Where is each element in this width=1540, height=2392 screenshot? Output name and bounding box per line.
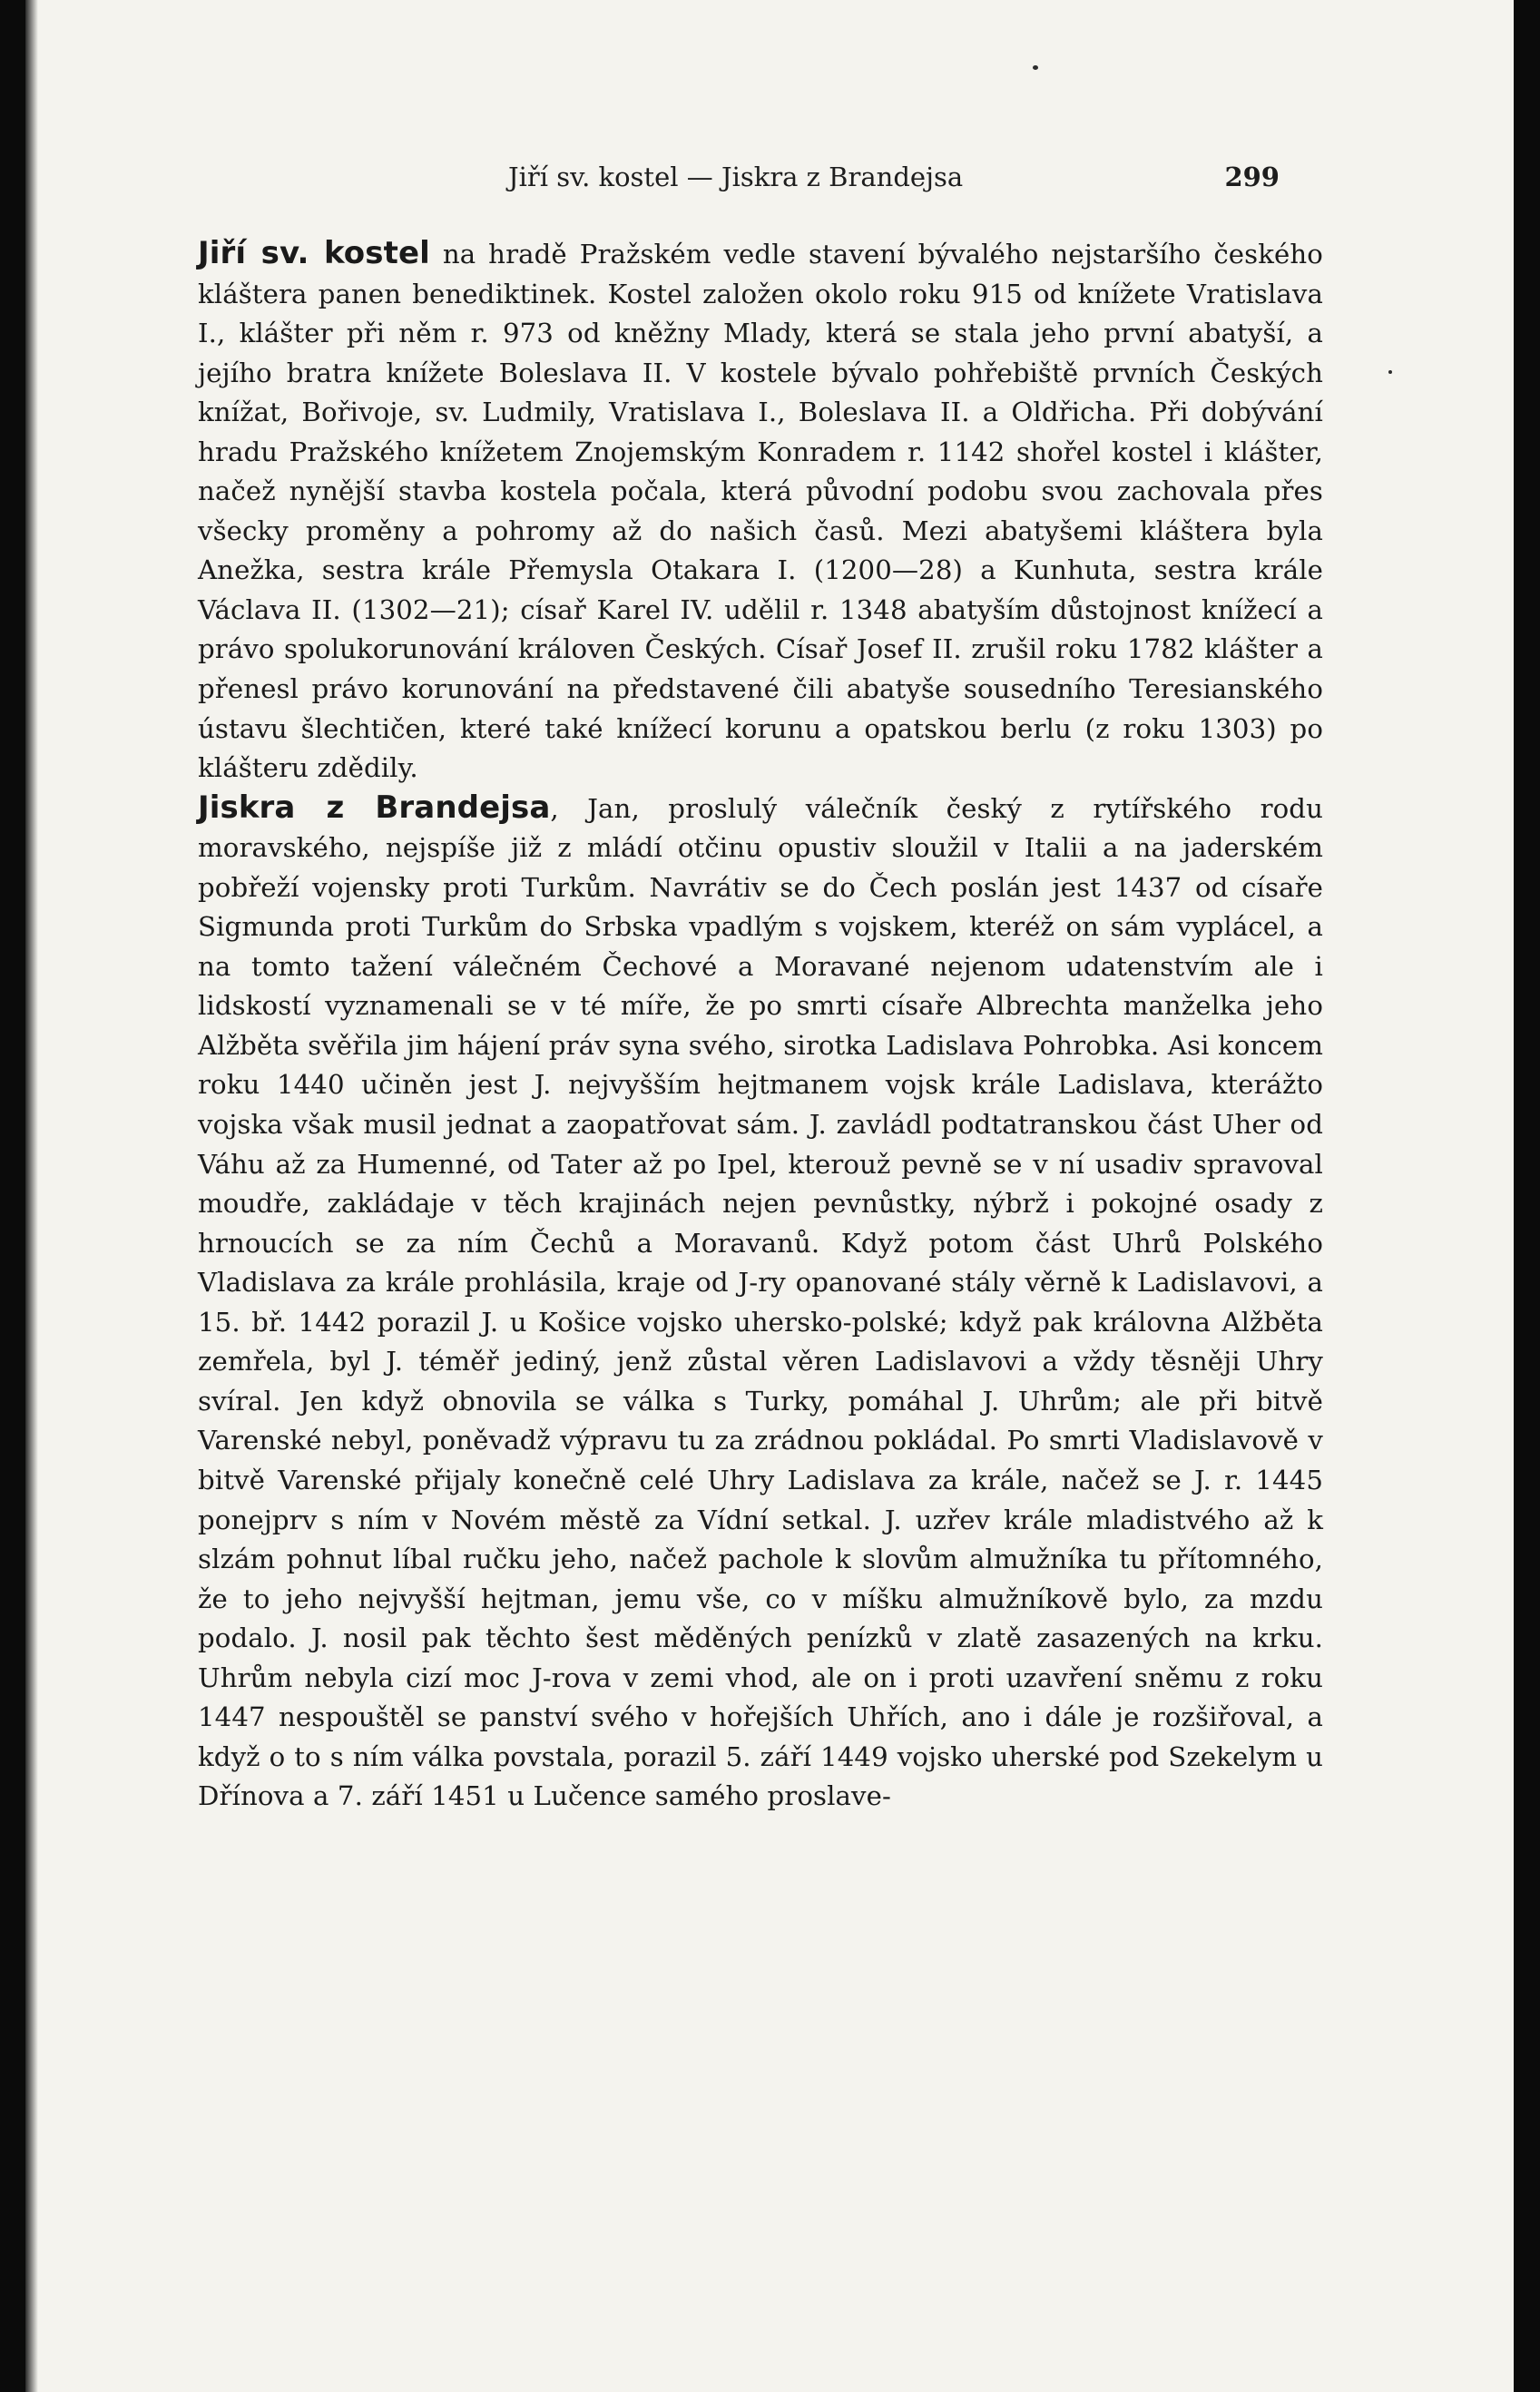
running-header [508, 162, 1280, 203]
page-gutter-shadow [25, 0, 38, 2392]
entry-body: na hradě Pražském vedle stavení bývalého nejstaršího českého kláštera panen benediktinek. Kostel založen okolo roku 915 od knížete Vratislava I., klášter při něm r. 973 od kněžny Mlady, která se stala jeho první abatyší, a jejího bratra knížete Boleslava II. V kostele bývalo pohřebiště prvních Českých knížat, Bořivoje, sv. Ludmily, Vratislava I., Boleslava II. a Oldřicha. Při dobývání hradu Pražského knížetem Znojemským Konradem r. 1142 shořel kostel i klášter, načež nynější stavba kostela počala, která původní podobu svou zachovala přes všecky proměny a pohromy až do našich časů. Mezi abatyšemi kláštera byla Anežka, sestra krále Přemysla Otakara I. (1200—28) a Kunhuta, sestra krále Václava II. (1302—21); císař Karel IV. udělil r. 1348 abatyším důstojnost knížecí a právo spolukorunování královen Českých. Císař Josef II. zrušil roku 1782 klášter a přenesl právo korunování na představené čili abatyše sousedního Teresianského ústavu šlechtičen, které také knížecí korunu a opatskou berlu (z roku 1303) po klášteru zdědily. [198, 239, 1323, 784]
entry-headword: Jiří sv. kostel [198, 235, 430, 271]
running-title: Jiří sv. kostel — Jiskra z Brandejsa [508, 162, 964, 192]
entry-body: , Jan, proslulý válečník český z rytířského rodu moravského, nejspíše již z mládí otčinu opustiv sloužil v Italii a na jaderském pobřeží vojensky proti Turkům. Navrátiv se do Čech poslán jest 1437 od císaře Sigmunda proti Turkům do Srbska vpadlým s vojskem, kteréž on sám vyplácel, a na tomto tažení válečném Čechové a Moravané nejenom udatenstvím ale i lidskostí vyznamenali se v té míře, že po smrti císaře Albrechta manželka jeho Alžběta svěřila jim hájení práv syna svého, sirotka Ladislava Pohrobka. Asi koncem roku 1440 učiněn jest J. nejvyšším hejtmanem vojsk krále Ladislava, kterážto vojska však musil jednat a zaopatřovat sám. J. zavládl podtatranskou část Uher od Váhu až za Humenné, od Tater až po Ipel, kterouž pevně se v ní usadiv spravoval moudře, zakládaje v těch krajinách nejen pevnůstky, nýbrž i pokojné osady z hrnoucích se za ním Čechů a Moravanů. Když potom část Uhrů Polského Vladislava za krále prohlásila, kraje od J-ry opanované stály věrně k Ladislavovi, a 15. bř. 1442 porazil J. u Košice vojsko uhersko-polské; když pak královna Alžběta zemřela, byl J. téměř jediný, jenž zůstal věren Ladislavovi a vždy těsněji Uhry svíral. Jen když obnovila se válka s Turky, pomáhal J. Uhrům; ale při bitvě Varenské nebyl, poněvadž výpravu tu za zrádnou pokládal. Po smrti Vladislavově v bitvě Varenské přijaly konečně celé Uhry Ladislava za krále, načež se J. r. 1445 ponejprv s ním v Novém městě za Vídní setkal. J. uzřev krále mladistvého až k slzám pohnut líbal ručku jeho, načež pachole k slovům almužníka tu přítomného, že to jeho nejvyšší hejtman, jemu vše, co v míšku almužníkově bylo, za mzdu podalo. J. nosil pak těchto šest měděných penízků v zlatě zasazených na krku. Uhrům nebyla cizí moc J-rova v zemi vhod, ale on i proti uzavření sněmu z roku 1447 nespouštěl se panství svého v hořejších Uhřích, ano i dále je rozšiřoval, a když o to s ním válka povstala, porazil 5. září 1449 vojsko uherské pod Szekelym u Dřínova a 7. září 1451 u Lučence samého proslave- [198, 792, 1323, 1812]
page-number: 299 [1224, 162, 1280, 192]
ink-speck [1388, 370, 1392, 374]
entry-jiri-sv-kostel [198, 234, 1323, 789]
entry-headword: Jiskra z Brandejsa [198, 789, 551, 826]
entry-jiskra-z-brandejsa [198, 789, 1323, 1817]
body-text [198, 234, 1323, 1817]
ink-speck [1033, 65, 1038, 70]
